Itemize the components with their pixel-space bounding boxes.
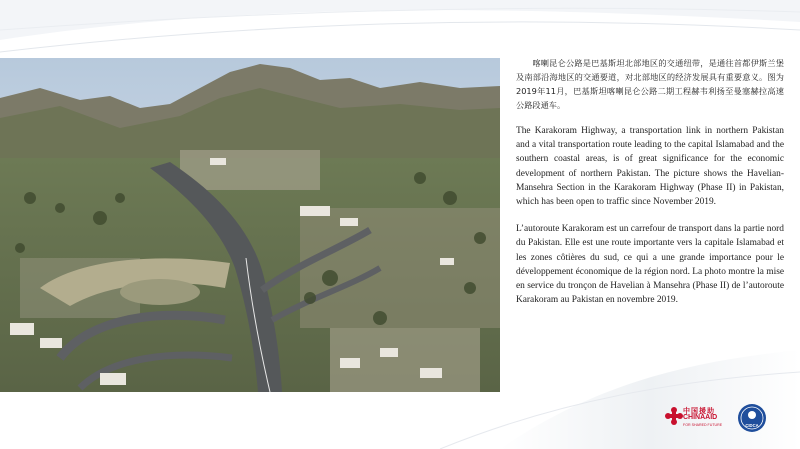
globe-icon bbox=[748, 411, 756, 419]
caption-french: L’autoroute Karakoram est un carrefour de transport dans la partie nord du Pakistan. Elle est une route importante vers la capitale Islamabad et les zones côtières du sud, ce qui a une grande importance pour le développement économique de la région nord. La photo montre la mise en service du tronçon de Havelian à Mansehra (Phase II) de l’autoroute Karakoram au Pakistan en novembre 2019. bbox=[516, 224, 784, 306]
caption-block bbox=[516, 56, 784, 320]
caption-chinese: 喀喇昆仑公路是巴基斯坦北部地区的交通纽带，是通往首都伊斯兰堡及南部沿海地区的交通要道，对北部地区的经济发展具有重要意义。图为2019年11月，巴基斯坦喀喇昆仑公路二期工程赫韦利扬至曼塞赫拉高速公路段通车。 bbox=[516, 58, 784, 110]
china-aid-emblem-icon bbox=[665, 407, 683, 425]
highway-photo bbox=[0, 58, 500, 392]
china-aid-en-label: CHINAAID bbox=[683, 414, 718, 421]
caption-english: The Karakoram Highway, a transportation link in northern Pakistan and a vital transportation route leading to the capital Islamabad and the southern coastal areas, is of great significance for the economic development of northern Pakistan. The picture shows the Havelian-Mansehra Section in the Karakoram Highway (Phase II) in Pakistan, which has been open to traffic since November 2019. bbox=[516, 126, 784, 208]
cidca-label: CIDCA bbox=[745, 423, 759, 428]
china-aid-cn-label: 中国援助 bbox=[683, 407, 715, 415]
china-aid-tagline: FOR SHARED FUTURE bbox=[683, 423, 723, 427]
cidca-logo bbox=[737, 403, 767, 433]
